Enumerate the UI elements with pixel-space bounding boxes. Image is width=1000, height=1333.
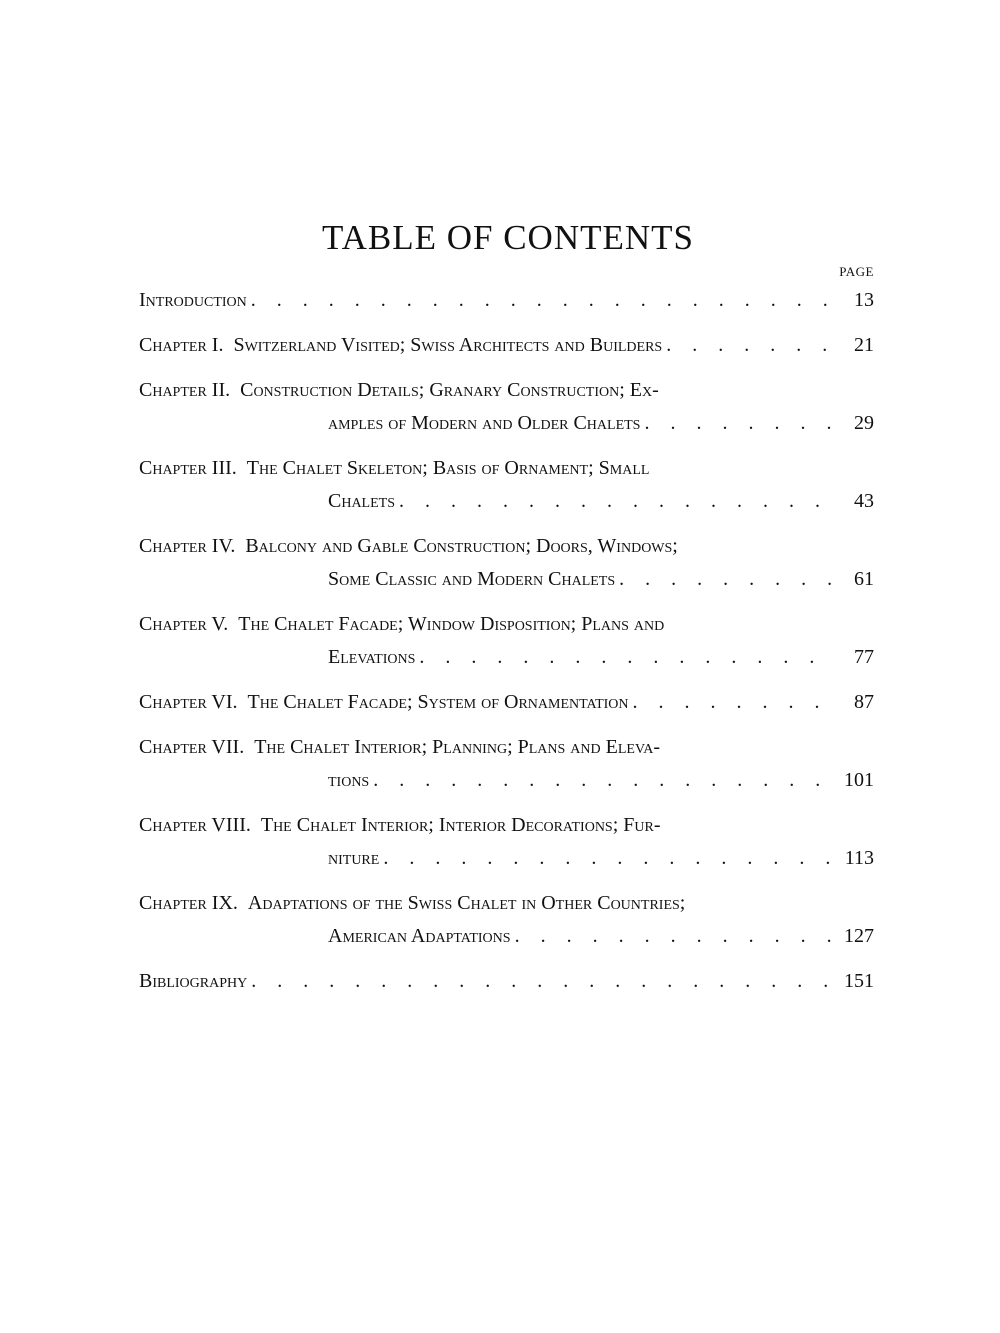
toc-entry-chapter-6: [139, 686, 874, 719]
leader-dots: [399, 485, 834, 518]
page-column-heading: PAGE: [839, 264, 874, 279]
leader-dots: [633, 686, 834, 719]
toc-entry-chapter-4: [139, 530, 874, 596]
toc-entry-introduction: [139, 284, 874, 317]
page-number: 21: [854, 334, 874, 356]
toc-list: [139, 284, 874, 1010]
page-number: 77: [854, 646, 874, 668]
chapter-title: Balcony and Gable Construction; Doors, Windows;: [245, 535, 678, 557]
chapter-title: Switzerland Visited; Swiss Architects and Builders: [233, 334, 663, 356]
chapter-title: The Chalet Interior; Planning; Plans and Eleva-: [254, 736, 661, 758]
leader-dots: [644, 407, 834, 440]
leader-dots: [515, 920, 834, 953]
chapter-label: Chapter VIII.: [139, 814, 251, 836]
entry-label: Bibliography: [139, 970, 248, 992]
toc-entry-chapter-7: [139, 731, 874, 797]
toc-entry-chapter-3: [139, 452, 874, 518]
entry-label: Introduction: [139, 289, 247, 311]
chapter-title: The Chalet Facade; System of Ornamentation: [247, 691, 629, 713]
leader-dots: [419, 641, 834, 674]
leader-dots: [619, 563, 834, 596]
toc-entry-bibliography: [139, 965, 874, 998]
page-number: 13: [854, 289, 874, 311]
chapter-title: The Chalet Interior; Interior Decorations; Fur-: [260, 814, 661, 836]
chapter-title-continued: amples of Modern and Older Chalets: [328, 412, 641, 434]
chapter-label: Chapter III.: [139, 457, 237, 479]
page-number: 127: [844, 925, 874, 947]
toc-entry-chapter-1: [139, 329, 874, 362]
leader-dots: [251, 284, 834, 317]
chapter-title-continued: American Adaptations: [328, 925, 511, 947]
chapter-title-continued: Elevations: [328, 646, 416, 668]
chapter-label: Chapter VI.: [139, 691, 238, 713]
chapter-title-continued: tions: [328, 769, 370, 791]
chapter-title-continued: niture: [328, 847, 380, 869]
chapter-title: Construction Details; Granary Construction; Ex-: [240, 379, 659, 401]
chapter-title-continued: Chalets: [328, 490, 396, 512]
page-number: 113: [844, 847, 874, 869]
chapter-label: Chapter I.: [139, 334, 224, 356]
leader-dots: [666, 329, 834, 362]
page-number: 87: [854, 691, 874, 713]
page-title: TABLE OF CONTENTS: [322, 218, 694, 257]
chapter-title: The Chalet Facade; Window Disposition; Plans and: [238, 613, 665, 635]
toc-entry-chapter-5: [139, 608, 874, 674]
chapter-label: Chapter IV.: [139, 535, 236, 557]
page-number: 151: [844, 970, 874, 992]
page-number: 29: [854, 412, 874, 434]
page-number: 61: [854, 568, 874, 590]
chapter-label: Chapter VII.: [139, 736, 245, 758]
chapter-label: Chapter II.: [139, 379, 231, 401]
toc-entry-chapter-8: [139, 809, 874, 875]
page-number: 43: [854, 490, 874, 512]
page-number: 101: [844, 769, 874, 791]
chapter-label: Chapter V.: [139, 613, 229, 635]
chapter-label: Chapter IX.: [139, 892, 238, 914]
leader-dots: [251, 965, 834, 998]
leader-dots: [373, 764, 834, 797]
leader-dots: [383, 842, 834, 875]
chapter-title: Adaptations of the Swiss Chalet in Other Countries;: [247, 892, 686, 914]
toc-entry-chapter-9: [139, 887, 874, 953]
toc-entry-chapter-2: [139, 374, 874, 440]
chapter-title: The Chalet Skeleton; Basis of Ornament; Small: [246, 457, 650, 479]
chapter-title-continued: Some Classic and Modern Chalets: [328, 568, 616, 590]
